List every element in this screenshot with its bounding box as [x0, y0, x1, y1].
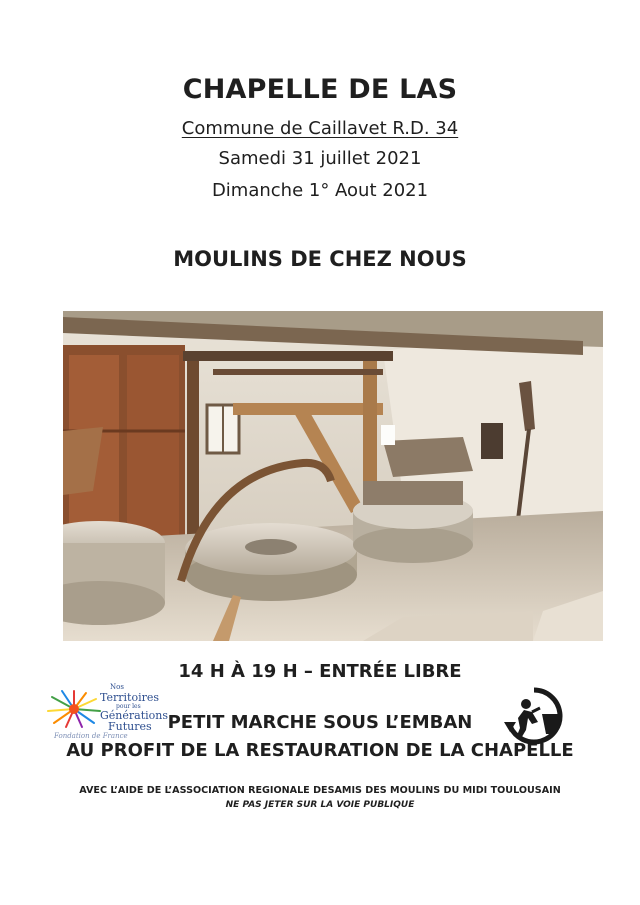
opening-hours: 14 H À 19 H – ENTRÉE LIBRE [178, 661, 462, 682]
date-sunday: Dimanche 1° Aout 2021 [211, 180, 429, 201]
poster-title: CHAPELLE DE LAS [182, 74, 458, 105]
poster-subtitle: MOULINS DE CHEZ NOUS [173, 247, 467, 271]
association-credit: AVEC L’AIDE DE L’ASSOCIATION REGIONALE DESAMIS DES MOULINS DU MIDI TOULOUSAIN [79, 785, 561, 796]
market-line-2: AU PROFIT DE LA RESTAURATION DE LA CHAPELLE [66, 740, 574, 761]
logo-line-nos: Nos [110, 683, 124, 691]
commune-line [0, 118, 640, 139]
commune-text: Commune de Caillavet R.D. 34 [181, 118, 459, 139]
logo-line-pour-les: pour les [116, 703, 141, 710]
recycle-tidyman-icon [502, 686, 566, 746]
do-not-litter-notice: NE PAS JETER SUR LA VOIE PUBLIQUE [225, 800, 415, 810]
date-saturday: Samedi 31 juillet 2021 [218, 148, 422, 169]
logo-line-generations: Générations [100, 709, 168, 722]
mill-photo [63, 311, 603, 641]
logo-line-futures: Futures [108, 720, 152, 733]
market-line-1: PETIT MARCHE SOUS L’EMBAN [167, 712, 473, 733]
logo-line-fondation: Fondation de France [54, 732, 128, 740]
logo-line-territoires: Territoires [100, 691, 160, 704]
